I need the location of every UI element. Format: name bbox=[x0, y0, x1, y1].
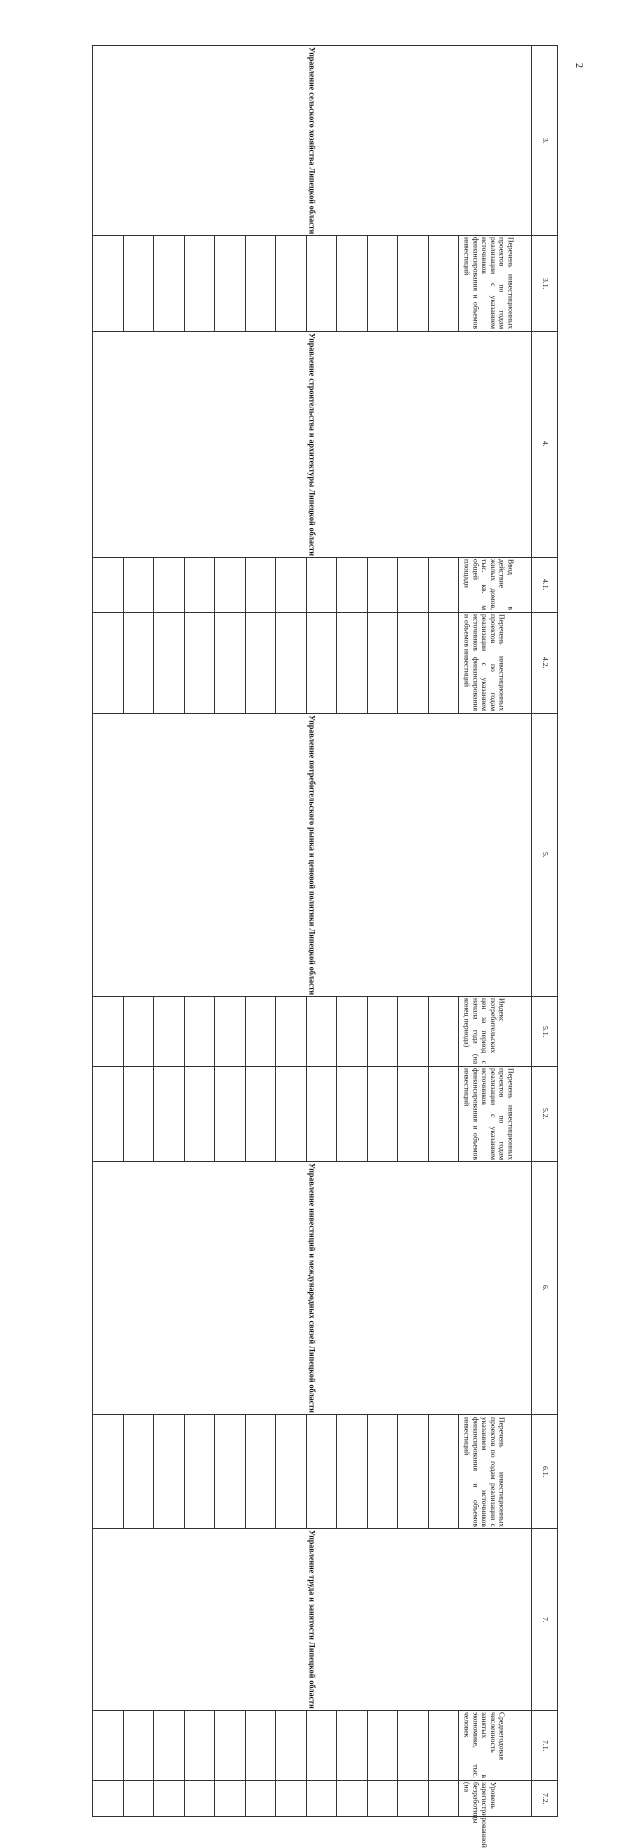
value-cell bbox=[428, 1780, 459, 1817]
item-description: Перечень инвестиционных проектов по годам реализации с указанием источников финансирования и объемов инвестиций bbox=[462, 237, 516, 330]
section-number: 5. bbox=[532, 713, 557, 996]
value-cell bbox=[276, 1780, 307, 1817]
value-cell bbox=[184, 612, 215, 713]
section-number: 7. bbox=[532, 1529, 557, 1711]
value-cell bbox=[398, 1780, 429, 1817]
item-number: 5.2. bbox=[532, 1066, 557, 1162]
value-cell bbox=[428, 557, 459, 612]
value-cell bbox=[337, 997, 368, 1067]
value-cell bbox=[337, 1780, 368, 1817]
value-cell bbox=[123, 1780, 154, 1817]
value-cell bbox=[367, 1780, 398, 1817]
item-number: 5.1. bbox=[532, 997, 557, 1067]
value-cell bbox=[245, 557, 276, 612]
value-cell bbox=[184, 1780, 215, 1817]
value-cell bbox=[93, 1415, 124, 1529]
item-row bbox=[93, 1780, 558, 1817]
value-cell bbox=[245, 997, 276, 1067]
indicators-table bbox=[92, 45, 558, 1848]
value-cell bbox=[154, 1066, 185, 1162]
value-cell bbox=[367, 557, 398, 612]
value-cell bbox=[276, 997, 307, 1067]
value-cell bbox=[154, 997, 185, 1067]
value-cell bbox=[215, 1415, 246, 1529]
value-cell bbox=[428, 236, 459, 332]
value-cell bbox=[428, 1066, 459, 1162]
value-cell bbox=[215, 1710, 246, 1780]
value-cell bbox=[123, 612, 154, 713]
value-cell bbox=[306, 1415, 337, 1529]
item-description-cell bbox=[459, 1415, 532, 1529]
value-cell bbox=[337, 1415, 368, 1529]
value-cell bbox=[276, 612, 307, 713]
value-cell bbox=[123, 1415, 154, 1529]
value-cell bbox=[184, 557, 215, 612]
item-description: Индекс потребительских цен за период с начала года (на конец периода) bbox=[462, 998, 507, 1065]
value-cell bbox=[428, 612, 459, 713]
value-cell bbox=[276, 1066, 307, 1162]
item-row bbox=[93, 612, 558, 713]
value-cell bbox=[398, 1710, 429, 1780]
section-cell bbox=[93, 1162, 532, 1415]
value-cell bbox=[245, 236, 276, 332]
value-cell bbox=[367, 1710, 398, 1780]
item-number: 7.1. bbox=[532, 1710, 557, 1780]
value-cell bbox=[367, 1066, 398, 1162]
section-cell bbox=[93, 1529, 532, 1711]
item-row bbox=[93, 236, 558, 332]
section-cell bbox=[93, 46, 532, 236]
value-cell bbox=[154, 1710, 185, 1780]
item-row bbox=[93, 997, 558, 1067]
item-number: 3.1. bbox=[532, 236, 557, 332]
item-description: Среднегодовая численность занятых в экономике, тыс. человек bbox=[462, 1712, 507, 1779]
value-cell bbox=[428, 1710, 459, 1780]
value-cell bbox=[215, 557, 246, 612]
item-row bbox=[93, 557, 558, 612]
value-cell bbox=[184, 1415, 215, 1529]
item-description-cell bbox=[459, 1066, 532, 1162]
value-cell bbox=[123, 997, 154, 1067]
value-cell bbox=[245, 1415, 276, 1529]
item-description-cell bbox=[459, 612, 532, 713]
value-cell bbox=[245, 612, 276, 713]
value-cell bbox=[93, 236, 124, 332]
value-cell bbox=[398, 557, 429, 612]
value-cell bbox=[93, 1780, 124, 1817]
section-title: Управление строительства и архитектуры Липецкой области bbox=[307, 332, 317, 556]
item-description-cell bbox=[459, 1710, 532, 1780]
value-cell bbox=[306, 1710, 337, 1780]
value-cell bbox=[337, 557, 368, 612]
section-row bbox=[93, 331, 558, 557]
section-cell bbox=[93, 331, 532, 557]
value-cell bbox=[398, 997, 429, 1067]
value-cell bbox=[337, 1066, 368, 1162]
item-description: Перечень инвестиционных проектов по годам реализации с указанием источников финансирования и объемов инвестиций bbox=[462, 1068, 516, 1161]
value-cell bbox=[184, 1710, 215, 1780]
item-number: 4.2. bbox=[532, 612, 557, 713]
item-number: 4.1. bbox=[532, 557, 557, 612]
value-cell bbox=[306, 612, 337, 713]
value-cell bbox=[215, 612, 246, 713]
value-cell bbox=[154, 236, 185, 332]
value-cell bbox=[367, 997, 398, 1067]
value-cell bbox=[123, 557, 154, 612]
value-cell bbox=[306, 557, 337, 612]
value-cell bbox=[367, 236, 398, 332]
item-row bbox=[93, 1066, 558, 1162]
value-cell bbox=[154, 612, 185, 713]
value-cell bbox=[154, 1415, 185, 1529]
section-number: 6. bbox=[532, 1162, 557, 1415]
value-cell bbox=[245, 1780, 276, 1817]
value-cell bbox=[93, 1710, 124, 1780]
value-cell bbox=[398, 236, 429, 332]
value-cell bbox=[93, 1066, 124, 1162]
section-number: 3. bbox=[532, 46, 557, 236]
section-row bbox=[93, 1162, 558, 1415]
section-row bbox=[93, 46, 558, 236]
value-cell bbox=[184, 1066, 215, 1162]
value-cell bbox=[306, 997, 337, 1067]
item-description-cell bbox=[459, 557, 532, 612]
section-number: 4. bbox=[532, 331, 557, 557]
value-cell bbox=[367, 1415, 398, 1529]
section-row bbox=[93, 1529, 558, 1711]
item-description: Уровень зарегистрированной безработицы (на bbox=[462, 1782, 498, 1848]
item-row bbox=[93, 1710, 558, 1780]
section-title: Управление труда и занятости Липецкой области bbox=[307, 1530, 317, 1709]
value-cell bbox=[215, 997, 246, 1067]
value-cell bbox=[276, 1710, 307, 1780]
value-cell bbox=[398, 1415, 429, 1529]
item-description-cell bbox=[459, 997, 532, 1067]
value-cell bbox=[215, 1780, 246, 1817]
value-cell bbox=[93, 557, 124, 612]
value-cell bbox=[276, 236, 307, 332]
value-cell bbox=[337, 236, 368, 332]
value-cell bbox=[398, 1066, 429, 1162]
page-number: 2 bbox=[573, 63, 584, 68]
item-description: Перечень инвестиционных проектов по годам реализации с указанием источников финансирования и объемов инвестиций bbox=[462, 614, 507, 712]
item-number: 7.2. bbox=[532, 1780, 557, 1817]
item-description-cell bbox=[459, 1780, 532, 1848]
value-cell bbox=[123, 236, 154, 332]
value-cell bbox=[93, 997, 124, 1067]
value-cell bbox=[306, 236, 337, 332]
value-cell bbox=[93, 612, 124, 713]
section-row bbox=[93, 713, 558, 996]
value-cell bbox=[215, 1066, 246, 1162]
value-cell bbox=[276, 557, 307, 612]
value-cell bbox=[184, 997, 215, 1067]
value-cell bbox=[428, 1415, 459, 1529]
rotated-table-container bbox=[92, 45, 556, 1848]
value-cell bbox=[306, 1780, 337, 1817]
item-row bbox=[93, 1415, 558, 1529]
item-description-cell bbox=[459, 236, 532, 332]
section-cell bbox=[93, 713, 532, 996]
value-cell bbox=[215, 236, 246, 332]
value-cell bbox=[184, 236, 215, 332]
value-cell bbox=[123, 1710, 154, 1780]
value-cell bbox=[154, 1780, 185, 1817]
value-cell bbox=[428, 997, 459, 1067]
section-title: Управление потребительского рынка и ценовой политики Липецкой области bbox=[307, 714, 317, 996]
item-number: 6.1. bbox=[532, 1415, 557, 1529]
value-cell bbox=[337, 612, 368, 713]
section-title: Управление инвестиций и международных связей Липецкой области bbox=[307, 1163, 317, 1414]
item-description: Перечень инвестиционных проектов по годам реализации с указанием источников финансирования и объемов инвестиций bbox=[462, 1416, 507, 1527]
value-cell bbox=[306, 1066, 337, 1162]
value-cell bbox=[245, 1710, 276, 1780]
section-title: Управление сельского хозяйства Липецкой области bbox=[307, 47, 317, 235]
value-cell bbox=[337, 1710, 368, 1780]
value-cell bbox=[154, 557, 185, 612]
value-cell bbox=[245, 1066, 276, 1162]
value-cell bbox=[123, 1066, 154, 1162]
value-cell bbox=[276, 1415, 307, 1529]
value-cell bbox=[398, 612, 429, 713]
item-description: Ввод в действие жилых домов, тыс. кв. м общей площади bbox=[462, 559, 516, 611]
value-cell bbox=[367, 612, 398, 713]
